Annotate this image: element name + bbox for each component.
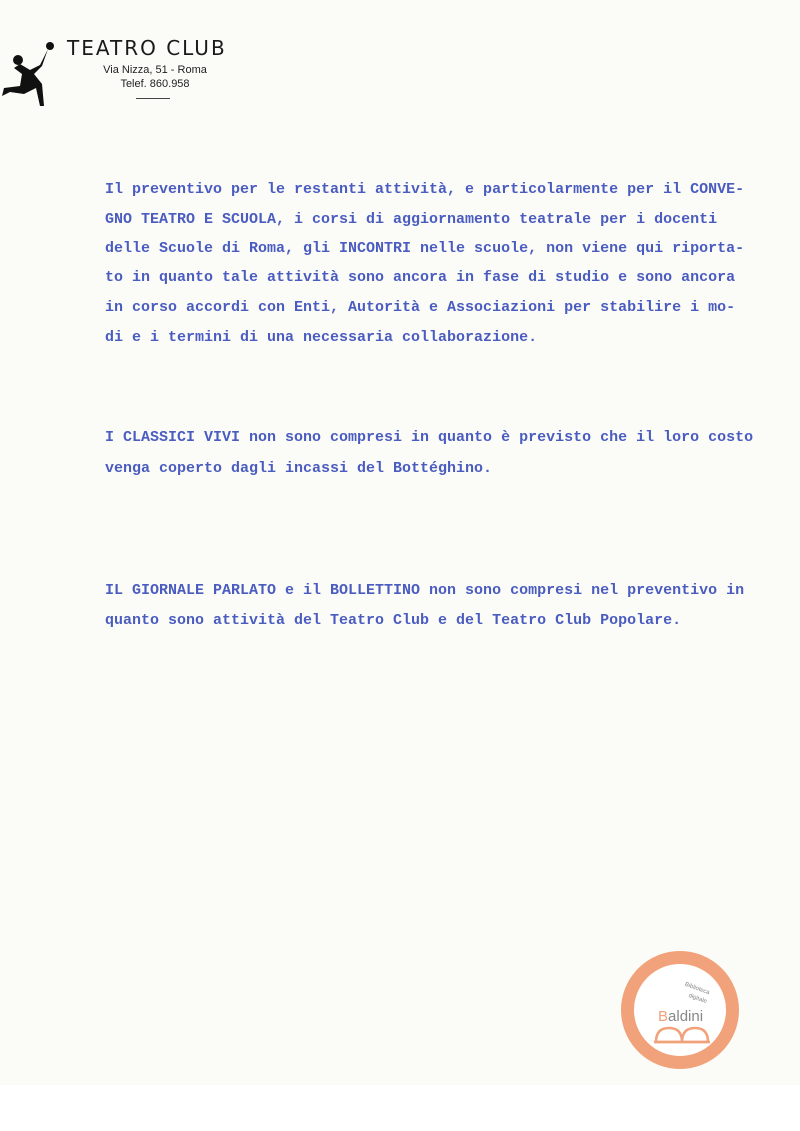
text-line: in corso accordi con Enti, Autorità e Associazioni per stabilire i mo- [105, 299, 736, 316]
text-line: to in quanto tale attività sono ancora in fase di studio e sono ancora [105, 269, 736, 286]
text-line: venga coperto dagli incassi del Bottéghino. [105, 460, 493, 477]
stamp-brand [658, 1008, 703, 1025]
letterhead-rule [136, 98, 170, 99]
text-line: di e i termini di una necessaria collaborazione. [105, 329, 538, 346]
text-line: GNO TEATRO E SCUOLA, i corsi di aggiornamento teatrale per i docenti [105, 211, 718, 228]
stamp-brand-rest: aldini [668, 1008, 704, 1025]
page-bottom-margin [0, 1085, 800, 1131]
letterhead-name: TEATRO CLUB [67, 36, 227, 60]
dancer-logo-icon [0, 40, 60, 110]
letterhead-phone: Telef. 860.958 [120, 78, 190, 90]
text-line: IL GIORNALE PARLATO e il BOLLETTINO non sono compresi nel preventivo in [105, 582, 745, 599]
text-line: Il preventivo per le restanti attività, e particolarmente per il CONVE- [105, 181, 745, 198]
stamp-text: digitale [687, 992, 708, 1006]
stamp-text: Biblioteca [683, 981, 711, 997]
text-line: delle Scuole di Roma, gli INCONTRI nelle scuole, non viene qui riporta- [105, 240, 745, 257]
library-stamp [621, 951, 739, 1069]
text-line: quanto sono attività del Teatro Club e del Teatro Club Popolare. [105, 612, 682, 629]
text-line: I CLASSICI VIVI non sono compresi in quanto è previsto che il loro costo [105, 429, 754, 446]
letterhead-address: Via Nizza, 51 - Roma [103, 64, 207, 76]
stamp-brand-initial: B [658, 1008, 669, 1025]
book-icon [654, 1026, 710, 1044]
